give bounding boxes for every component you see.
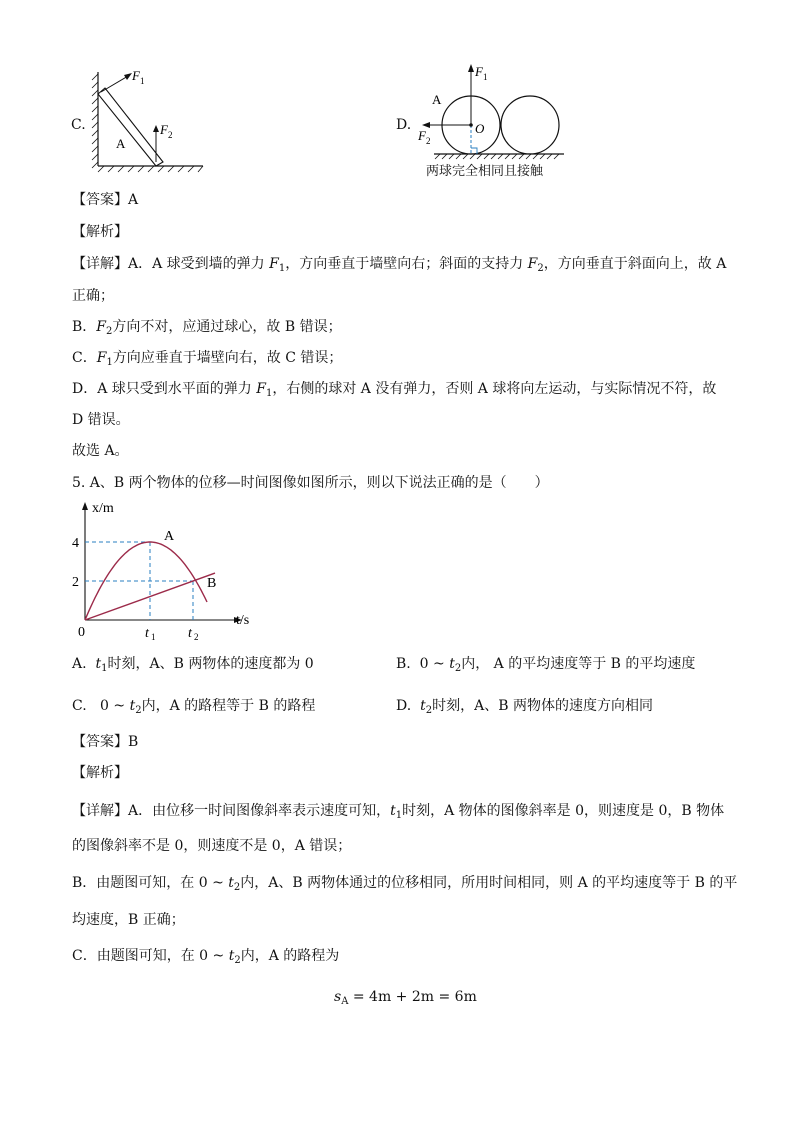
option-text: 内， A 的平均速度等于 B 的平均速度 (461, 656, 696, 672)
q5-stem: 5. A、B 两个物体的位移—时间图像如图所示，则以下说法正确的是（ ） (72, 475, 549, 491)
q5-option-c[interactable] (72, 696, 315, 716)
time-subscript: 1 (395, 810, 403, 821)
detail-text: ，方向垂直于墙壁向右；斜面的支持力 (285, 256, 528, 272)
force-subscript: 1 (265, 388, 273, 399)
detail-text: A．A 球受到墙的弹力 (128, 256, 270, 272)
time-symbol: t (390, 803, 396, 819)
series-a-curve (85, 542, 207, 620)
x-tick-sub-t1: 1 (151, 632, 156, 642)
option-text: 时刻，A、B 两物体的速度方向相同 (432, 698, 653, 714)
detail-text: D．A 球只受到水平面的弹力 (72, 381, 257, 397)
q4-conclusion: 故选 A。 (72, 443, 129, 459)
detail-text: ，方向垂直于斜面向上，故 A (543, 256, 727, 272)
force-symbol: F (96, 319, 107, 335)
q5-displacement-time-chart (66, 496, 266, 646)
force-subscript: 2 (537, 263, 544, 274)
time-symbol: t (228, 948, 235, 964)
force-symbol: F (256, 381, 266, 397)
q4-analysis-title: 【解析】 (72, 224, 128, 240)
answer-label: 【答案】 (72, 192, 128, 208)
detail-text: 方向应垂直于墙壁向右，故 C 错误； (112, 350, 343, 366)
formula-subscript: A (341, 996, 349, 1007)
figure-d-f2-sub: 2 (426, 136, 431, 146)
detail-text: B．由题图可知，在 0 ~ (72, 875, 229, 891)
option-text: 时刻，A、B 两物体的速度都为 0 (107, 656, 314, 672)
y-axis-arrow (82, 502, 88, 510)
figure-c-ball-label: A (116, 136, 126, 151)
range-start: 0 ~ (100, 698, 130, 714)
y-axis-title: x/m (92, 501, 114, 516)
series-a-label: A (164, 529, 175, 544)
q4-detail-a-cont: 正确； (72, 288, 114, 304)
figure-c-f1-label: F (132, 68, 140, 83)
time-symbol: t (420, 698, 426, 714)
detail-text: 内，A、B 两物体通过的位移相同，所用时间相同，则 A 的平均速度等于 B 的平 (240, 875, 738, 891)
formula-symbol: s (334, 989, 342, 1005)
detail-text: 内，A 的路程为 (240, 948, 340, 964)
time-symbol: t (228, 875, 234, 891)
detail-text: B． (72, 319, 97, 335)
x-axis-title: t/s (236, 613, 250, 628)
x-tick-sub-t2: 2 (194, 632, 199, 642)
q4-detail-a (72, 254, 726, 274)
option-d-label: D. (396, 117, 412, 133)
time-subscript: 2 (425, 705, 433, 716)
option-text: 内，A 的路程等于 B 的路程 (141, 698, 316, 714)
figure-d-center-label: O (475, 121, 485, 136)
force-symbol: F (527, 256, 538, 272)
x-tick-label-t1: t (145, 626, 149, 641)
force-symbol: F (96, 350, 107, 366)
detail-text: A．由位移一时间图像斜率表示速度可知， (128, 803, 391, 819)
q5-option-d[interactable] (396, 696, 653, 716)
figure-d-f1-sub: 1 (483, 72, 488, 82)
figure-c-f1-sub: 1 (140, 76, 145, 86)
figure-d-caption: 两球完全相同且接触 (426, 164, 544, 179)
q4-detail-b (72, 317, 342, 337)
detail-text: 时刻，A 物体的图像斜率是 0，则速度是 0，B 物体 (402, 803, 725, 819)
time-subscript: 2 (233, 882, 241, 893)
q5-detail-a (72, 801, 724, 821)
series-b-label: B (207, 576, 217, 591)
time-subscript: 2 (234, 955, 241, 966)
force-subscript: 1 (278, 263, 286, 274)
figure-d-f1-label: F (475, 64, 483, 79)
q5-option-a[interactable] (72, 654, 314, 674)
time-subscript: 2 (135, 705, 142, 716)
force-subscript: 2 (106, 326, 113, 337)
q5-answer (72, 732, 138, 752)
figure-d-f2-label: F (418, 128, 426, 143)
time-symbol: t (95, 656, 102, 672)
q4-detail-c (72, 348, 342, 368)
q4-answer (72, 190, 138, 210)
q4-detail-d-cont: D 错误。 (72, 412, 130, 428)
detail-text: C．由题图可知，在 0 ~ (72, 948, 229, 964)
detail-head: 【详解】 (72, 256, 128, 272)
figure-d-two-balls (414, 60, 574, 160)
figure-c-f2-sub: 2 (168, 130, 173, 140)
detail-text: C． (72, 350, 97, 366)
q5-detail-a-cont: 的图像斜率不是 0，则速度不是 0，A 错误； (72, 838, 352, 854)
q5-analysis-title: 【解析】 (72, 765, 128, 781)
option-c-label: C. (71, 117, 86, 133)
figure-d-ball-label: A (432, 92, 442, 107)
x-tick-label-t2: t (188, 626, 192, 641)
detail-text: ，右侧的球对 A 没有弹力，否则 A 球将向左运动，与实际情况不符，故 (272, 381, 717, 397)
force-symbol: F (269, 256, 279, 272)
formula-rest: = 4m + 2m = 6m (348, 989, 477, 1005)
y-tick-label-2: 2 (72, 575, 79, 590)
q5-option-b[interactable] (396, 654, 695, 674)
q5-detail-c (72, 946, 339, 966)
q4-detail-d (72, 379, 716, 399)
q5-detail-b-cont: 均速度，B 正确； (72, 912, 185, 928)
figure-c-f2-label: F (160, 122, 168, 137)
answer-value: B (128, 734, 139, 750)
detail-text: 方向不对，应通过球心，故 B 错误； (112, 319, 342, 335)
time-symbol: t (129, 698, 136, 714)
y-tick-label-4: 4 (72, 536, 79, 551)
time-symbol: t (449, 656, 455, 672)
option-letter: D. (396, 698, 412, 714)
figure-c-wall-incline (88, 62, 213, 174)
time-subscript: 1 (101, 663, 108, 674)
detail-head: 【详解】 (72, 803, 128, 819)
q5-detail-b (72, 873, 737, 893)
option-letter: C. (72, 698, 87, 714)
option-letter: B. (396, 656, 411, 672)
option-letter: A. (72, 656, 87, 672)
answer-label: 【答案】 (72, 734, 128, 750)
x-tick-label-0: 0 (78, 625, 85, 640)
range-start: 0 ~ (419, 656, 450, 672)
q5-formula (334, 987, 477, 1007)
time-subscript: 2 (454, 663, 462, 674)
force-subscript: 1 (106, 357, 113, 368)
answer-value: A (128, 192, 139, 208)
